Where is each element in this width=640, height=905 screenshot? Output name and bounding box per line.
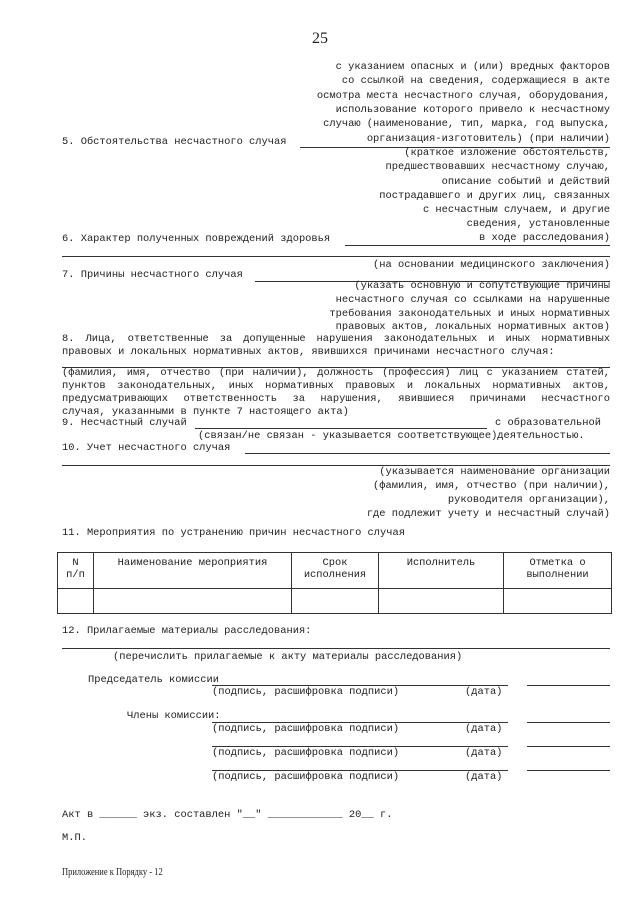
item6-label: 6. Характер полученных повреждений здоровья: [62, 233, 331, 245]
item10-caption-line: где подлежит учету и несчастный случай): [366, 508, 610, 520]
measures-table: [57, 552, 612, 614]
signature-caption: (подпись, расшифровка подписи): [212, 723, 400, 735]
item7-caption-line: (указать основную и сопутствующие причины: [354, 280, 610, 292]
date-caption: (дата): [465, 771, 503, 783]
member-date-field[interactable]: [527, 770, 610, 771]
item5-caption-line: описание событий и действий: [441, 176, 610, 188]
item4-caption-line: использование которого привело к несчастному: [335, 104, 610, 116]
col-header-deadline: Срок исполнения: [292, 553, 379, 589]
item5-caption-line: (краткое изложение обстоятельств,: [404, 147, 610, 159]
col-header-number: N п/п: [58, 553, 94, 589]
item12-caption: (перечислить прилагаемые к акту материалы расследования): [113, 651, 463, 663]
item4-caption-line: осмотра места несчастного случая, оборудования,: [316, 90, 610, 102]
signature-caption: (подпись, расшифровка подписи): [212, 771, 400, 783]
item8-caption-line: случая, указанными в пункте 7 настоящего акта): [62, 406, 349, 418]
date-caption: (дата): [465, 723, 503, 735]
table-cell[interactable]: [504, 589, 612, 614]
item7-label: 7. Причины несчастного случая: [62, 269, 243, 281]
member-date-field[interactable]: [527, 746, 610, 747]
page-number: 25: [312, 30, 328, 47]
table-cell[interactable]: [94, 589, 292, 614]
item9-field[interactable]: [195, 428, 487, 429]
item10-field[interactable]: [245, 453, 610, 454]
chairman-label: Председатель комиссии: [88, 674, 219, 686]
stamp-place: М.П.: [62, 832, 87, 844]
table-cell[interactable]: [58, 589, 94, 614]
item8-caption-line: пунктов законодательных, иных нормативных правовых и локальных нормативных актов,: [62, 380, 610, 392]
item9-caption: (связан/не связан - указывается соответствующее)деятельностью.: [198, 430, 585, 442]
item8-caption-line: предусматривающих ответственность за нарушения, явившиеся причинами несчастного: [62, 393, 610, 405]
date-caption: (дата): [465, 686, 503, 698]
footer: Приложение к Порядку - 12: [62, 867, 163, 878]
item7-caption-line: требования законодательных и иных нормативных: [329, 308, 610, 320]
item7-caption-line: несчастного случая со ссылками на нарушенные: [335, 294, 610, 306]
item10-caption-line: (указывается наименование организации: [379, 466, 610, 478]
signature-caption: (подпись, расшифровка подписи): [212, 747, 400, 759]
item11-label: 11. Мероприятия по устранению причин несчастного случая: [62, 527, 405, 539]
item7-caption-line: правовых актов, локальных нормативных актов): [335, 321, 610, 333]
item5-caption-line: в ходе расследования): [479, 232, 610, 244]
item5-label: 5. Обстоятельства несчастного случая: [62, 136, 287, 148]
item5-caption-line: сведения, установленные: [466, 218, 610, 230]
item6-caption: (на основании медицинского заключения): [373, 259, 610, 271]
col-header-executor: Исполнитель: [379, 553, 504, 589]
item5-caption-line: предшествовавших несчастному случаю,: [385, 161, 610, 173]
item4-caption-line: организация-изготовитель) (при наличии): [366, 133, 610, 145]
item4-caption-line: со ссылкой на сведения, содержащиеся в акте: [341, 75, 610, 87]
item9-label: 9. Несчастный случай: [62, 417, 187, 429]
table-row: [58, 589, 612, 614]
item6-field[interactable]: [345, 245, 610, 246]
item9-suffix: с образовательной: [495, 417, 602, 429]
item10-caption-line: (фамилия, имя, отчество (при наличии),: [373, 480, 610, 492]
signature-caption: (подпись, расшифровка подписи): [212, 686, 400, 698]
item12-label: 12. Прилагаемые материалы расследования:: [62, 625, 312, 637]
item10-label: 10. Учет несчастного случая: [62, 442, 231, 454]
date-caption: (дата): [465, 747, 503, 759]
act-copies-line: Акт в ______ экз. составлен "__" ____________ 20__ г.: [62, 809, 393, 821]
item10-caption-line: руководителя организации),: [447, 494, 610, 506]
item8-label-line: правовых и локальных нормативных актов, явившихся причинами несчастного случая:: [62, 346, 555, 358]
chairman-date-field[interactable]: [527, 685, 610, 686]
item12-field[interactable]: [62, 648, 610, 649]
table-cell[interactable]: [292, 589, 379, 614]
item5-caption-line: пострадавшего и других лиц, связанных: [379, 190, 610, 202]
item5-caption-line: с несчастным случаем, и другие: [422, 204, 610, 216]
members-label: Члены комиссии:: [127, 710, 221, 722]
item4-caption-line: случаю (наименование, тип, марка, год выпуска,: [323, 118, 610, 130]
col-header-measure: Наименование мероприятия: [94, 553, 292, 589]
item8-label-line: 8. Лица, ответственные за допущенные нарушения законодательных и иных нормативных: [62, 333, 610, 345]
table-header-row: [58, 553, 612, 589]
col-header-completion: Отметка о выполнении: [504, 553, 612, 589]
table-cell[interactable]: [379, 589, 504, 614]
item8-caption-line: (фамилия, имя, отчество (при наличии), должность (профессия) лиц с указанием статей,: [62, 367, 610, 379]
item4-caption-line: с указанием опасных и (или) вредных факторов: [335, 61, 610, 73]
item6-field-line2[interactable]: [62, 256, 610, 257]
member-date-field[interactable]: [527, 722, 610, 723]
